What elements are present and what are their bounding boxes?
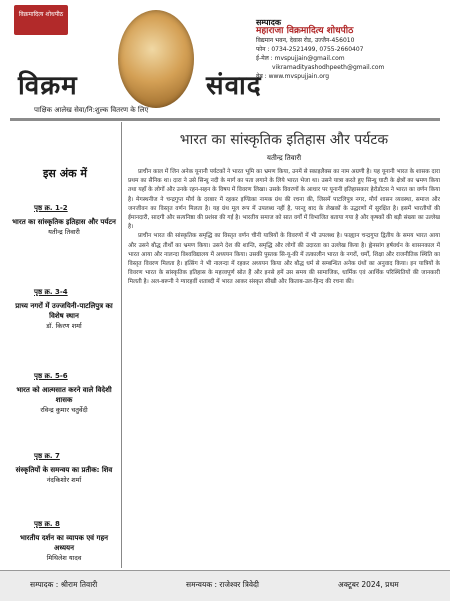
- org-email-alt[interactable]: vikramadityashodhpeeth@gmail.com: [272, 64, 385, 71]
- sampadak-label: सम्पादक: [256, 18, 281, 27]
- footer-issue: अक्टूबर 2024, प्रथम: [338, 580, 399, 589]
- toc-item[interactable]: [12, 204, 116, 237]
- toc-title: भारत का सांस्कृतिक इतिहास और पर्यटन: [12, 218, 116, 226]
- toc-title: प्राच्य नगरों में उज्जयिनी-पाटलिपुत्र का विशेष स्थान: [15, 302, 113, 320]
- toc-page-number: पृष्ठ क्र. 1-2: [34, 204, 68, 212]
- toc-author: डॉ. किरण शर्मा: [46, 322, 82, 330]
- footer-editor: सम्पादक : श्रीराम तिवारी: [30, 580, 98, 589]
- toc-page-number: पृष्ठ क्र. 3-4: [34, 288, 68, 296]
- toc-page-number: पृष्ठ क्र. 8: [34, 520, 60, 528]
- masthead: [0, 0, 450, 120]
- column-divider: [121, 122, 122, 568]
- contents-sidebar: [10, 122, 120, 568]
- logo-text: विक्रमादित्य शोधपीठ: [18, 11, 64, 18]
- footer-coordinator: समन्वयक : राजेश्वर त्रिवेदी: [186, 580, 259, 589]
- org-website[interactable]: वेब : www.mvspujjain.org: [256, 73, 330, 80]
- toc-item[interactable]: [12, 520, 116, 563]
- toc-author: मिथिलेश यादव: [46, 554, 82, 562]
- masthead-tagline: पाक्षिक आलेख सेवा/नि:शुल्क वितरण के लिए: [34, 106, 149, 114]
- toc-item[interactable]: [12, 288, 116, 331]
- toc-title: संस्कृतियों के समन्वय का प्रतीक: शिव: [15, 466, 113, 474]
- toc-author: रविन्द्र कुमार चतुर्वेदी: [40, 406, 88, 414]
- masthead-title-right: संवाद: [206, 71, 262, 101]
- toc-page-number: पृष्ठ क्र. 7: [34, 452, 60, 460]
- contents-heading: इस अंक में: [43, 167, 87, 180]
- footer: [0, 570, 450, 601]
- masthead-title-left: विक्रम: [18, 71, 78, 101]
- org-phone: फोन : 0734-2521499, 0755-2660407: [256, 46, 364, 53]
- toc-title: भारत को आत्मसात करने वाले विदेशी शासक: [16, 386, 112, 404]
- logo: [14, 5, 68, 35]
- toc-item[interactable]: [12, 452, 116, 485]
- header-divider: [10, 118, 440, 121]
- article-paragraph: प्राचीन भारत की सांस्कृतिक समृद्धि का विस्तृत वर्णन चीनी यात्रियों के विवरणों में भी उपलब्ध है। फाह्यान चन्द्रगुप्त द्वितीय के समय भारत आया और उसने बौद्ध तीर्थों का भ्रमण किया। उसने देश की शान्ति, समृद्धि और लोगों की उदारता का उल्लेख किया है। ह्वेनसांग हर्षवर्धन के शासनकाल में भारत आया और नालन्दा विश्वविद्यालय में अध्ययन किया। उसकी पुस्तक सि-यू-की में तत्कालीन भारत के नगरों, धर्मों, शिक्षा और राजनीतिक स्थिति का विस्तृत विवरण मिलता है। इत्सिंग ने भी नालन्दा में रहकर अध्ययन किया और बौद्ध धर्म से सम्बन्धित अनेक ग्रंथों का अनुवाद किया। इन यात्रियों के विवरण भारत के सांस्कृतिक इतिहास के महत्त्वपूर्ण स्रोत हैं और इनसे हमें उस समय की सामाजिक, धार्मिक एवं आर्थिक परिस्थितियों की जानकारी मिलती है। अल-बरूनी ने ग्यारहवीं शताब्दी में भारत आकर संस्कृत सीखी और किताब-उल-हिन्द की रचना की।: [128, 233, 440, 286]
- article-author: यतीन्द्र तिवारी: [266, 154, 302, 162]
- org-email[interactable]: ई-मेल : mvspujjain@gmail.com: [256, 55, 345, 62]
- coin-medallion-icon: [118, 10, 194, 108]
- toc-author: नंदकिशोर शर्मा: [46, 476, 82, 484]
- toc-author: यतीन्द्र तिवारी: [48, 228, 80, 236]
- toc-title: भारतीय दर्शन का व्यापक एवं गहन अध्ययन: [19, 534, 109, 552]
- org-name: महाराजा विक्रमादित्य शोधपीठ: [256, 26, 354, 36]
- article-paragraph: प्राचीन काल में जिन अनेक यूनानी पर्यटकों ने भारत भूमि का भ्रमण किया, उनमें से स्काइलैक्स का नाम अग्रणी है। यह यूनानी भारत के शासक दारा प्रथम का सैनिक था। दारा ने उसे सिन्धु नदी के मार्ग का पता लगाने के लिये भारत भेजा था। उसने यात्रा करते हुए सिन्धु घाटी के क्षेत्रों का भ्रमण किया तथा यहाँ के लोगों और उनके रहन-सहन के विषय में विवरण लिखा। उसके विवरणों के आधार पर यूनानी इतिहासकार हेरोडोटस ने भारत का वर्णन किया है। मेगस्थनीज ने चन्द्रगुप्त मौर्य के दरबार में रहकर इण्डिका नामक ग्रंथ की रचना की, जिसमें पाटलिपुत्र नगर, मौर्य शासन व्यवस्था, समाज और जनजीवन का विस्तृत वर्णन मिलता है। यह ग्रंथ मूल रूप में उपलब्ध नहीं है, परन्तु बाद के लेखकों के उद्धरणों में सुरक्षित है। इसमें भारतीयों की ईमानदारी, सादगी और सत्यनिष्ठा की प्रशंसा की गई है। भारतीय समाज को सात वर्गों में विभाजित बताया गया है और कृषकों की बड़ी संख्या का उल्लेख है।: [128, 169, 440, 231]
- publisher-info: [256, 18, 432, 81]
- org-address: विद्यमान भवन, देवास रोड, उज्जैन-456010: [256, 37, 355, 44]
- article: [128, 124, 440, 568]
- toc-item[interactable]: [12, 372, 116, 415]
- toc-page-number: पृष्ठ क्र. 5-6: [34, 372, 68, 380]
- article-body: [128, 168, 440, 288]
- article-title: भारत का सांस्कृतिक इतिहास और पर्यटक: [179, 132, 389, 148]
